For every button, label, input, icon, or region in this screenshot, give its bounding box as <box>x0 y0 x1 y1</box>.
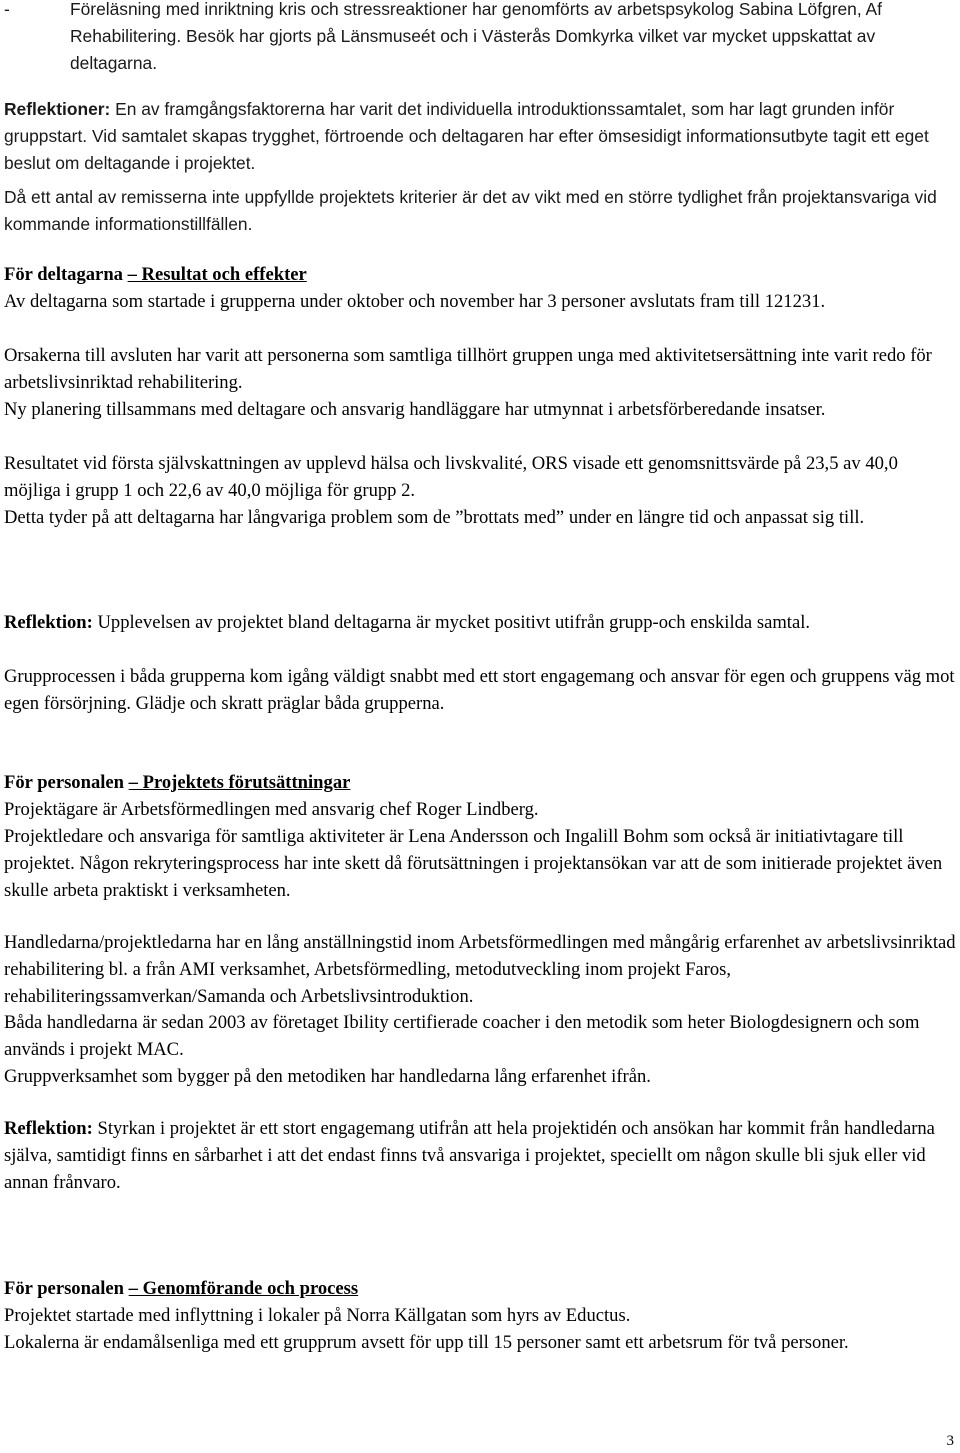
reflection-3-text: Styrkan i projektet är ett stort engagemang utifrån att hela projektidén och ansökan har kommit från handledarna själva, samtidigt finns en sårbarhet i att det endast finns två ansvariga i projektet, speciellt om någon skulle bli sjuk eller vid annan frånvaro. <box>4 1118 935 1193</box>
reflection-paragraph-2 <box>4 184 956 238</box>
participants-paragraph-5: Detta tyder på att deltagarna har långvariga problem som de ”brottats med” under en längre tid och anpassat sig till. <box>4 507 865 528</box>
section-heading-staff-process: För personalen – Genomförande och process <box>4 1278 359 1299</box>
participants-paragraph-1: Av deltagarna som startade i grupperna under oktober och november har 3 personer avslutats fram till 121231. <box>4 291 826 312</box>
reflection-label: Reflektioner: <box>4 99 111 119</box>
bullet-marker: - <box>4 0 10 19</box>
staff-prereq-paragraph-1: Projektägare är Arbetsförmedlingen med ansvarig chef Roger Lindberg. <box>4 799 539 820</box>
staff-process-paragraph-1: Projektet startade med inflyttning i lokaler på Norra Källgatan som hyrs av Eductus. <box>4 1305 631 1326</box>
staff-prereq-paragraph-4: Båda handledarna är sedan 2003 av företaget Ibility certifierade coacher i den metodik som heter Biologdesignern och som används i projekt MAC. <box>4 1012 920 1060</box>
bullet-list-item <box>4 0 956 77</box>
participants-paragraph-2: Orsakerna till avsluten har varit att personerna som samtliga tillhört gruppen unga med aktivitetsersättning inte varit redo för arbetslivsinriktad rehabilitering. <box>4 345 932 393</box>
participants-paragraph-3: Ny planering tillsammans med deltagare och ansvarig handläggare har utmynnat i arbetsförberedande insatser. <box>4 399 826 420</box>
reflection-2-label: Reflektion: <box>4 612 93 633</box>
participants-paragraph-4: Resultatet vid första självskattningen av upplevd hälsa och livskvalité, ORS visade ett genomsnittsvärde på 23,5 av 40,0 möjliga i grupp 1 och 22,6 av 40,0 möjliga för grupp 2. <box>4 453 898 501</box>
staff-prereq-paragraph-3: Handledarna/projektledarna har en lång anställningstid inom Arbetsförmedlingen med mångårig erfarenhet av arbetslivsinriktad rehabilitering bl. a från AMI verksamhet, Arbetsförmedling, metodutveckling inom projekt Faros, rehabiliteringssamverkan/Samanda och Arbetslivsintroduktion. <box>4 932 956 1007</box>
reflection-paragraph <box>4 96 956 177</box>
reflection-3-paragraph <box>4 1115 956 1196</box>
reflection-2-paragraph <box>4 609 956 636</box>
section-heading-participants: För deltagarna – Resultat och effekter <box>4 264 307 285</box>
bullet-text: Föreläsning med inriktning kris och stressreaktioner har genomförts av arbetspsykolog Sabina Löfgren, Af Rehabilitering. Besök har gjorts på Länsmuseét och i Västerås Domkyrka vilket var mycket uppskattat av deltagarna. <box>70 0 882 73</box>
reflection-2-paragraph-2: Grupprocessen i båda grupperna kom igång väldigt snabbt med ett stort engagemang och ansvar för egen och gruppens väg mot egen försörjning. Glädje och skratt präglar båda grupperna. <box>4 666 955 714</box>
reflection-text: En av framgångsfaktorerna har varit det individuella introduktionssamtalet, som har lagt grunden inför gruppstart. Vid samtalet skapas trygghet, förtroende och deltagaren har efter ömsesidigt informationsutbyte tagit ett eget beslut om deltagande i projektet. <box>4 99 929 173</box>
page-number: 3 <box>946 1433 954 1449</box>
staff-process-paragraph-2: Lokalerna är endamålsenliga med ett grupprum avsett för upp till 15 personer samt ett arbetsrum för två personer. <box>4 1332 849 1353</box>
staff-prereq-paragraph-5: Gruppverksamhet som bygger på den metodiken har handledarna lång erfarenhet ifrån. <box>4 1066 651 1087</box>
section-heading-staff-prerequisites: För personalen – Projektets förutsättningar <box>4 772 351 793</box>
reflection-text-2: Då ett antal av remisserna inte uppfyllde projektets kriterier är det av vikt med en större tydlighet från projektansvariga vid kommande informationstillfällen. <box>4 187 937 234</box>
reflection-3-label: Reflektion: <box>4 1118 93 1139</box>
reflection-2-text: Upplevelsen av projektet bland deltagarna är mycket positivt utifrån grupp-och enskilda samtal. <box>92 612 811 633</box>
staff-prereq-paragraph-2: Projektledare och ansvariga för samtliga aktiviteter är Lena Andersson och Ingalill Bohm som också är initiativtagare till projektet. Någon rekryteringsprocess har inte skett då förutsättningen i projektansökan var att de som initierade projektet även skulle arbeta praktiskt i verksamheten. <box>4 826 943 901</box>
